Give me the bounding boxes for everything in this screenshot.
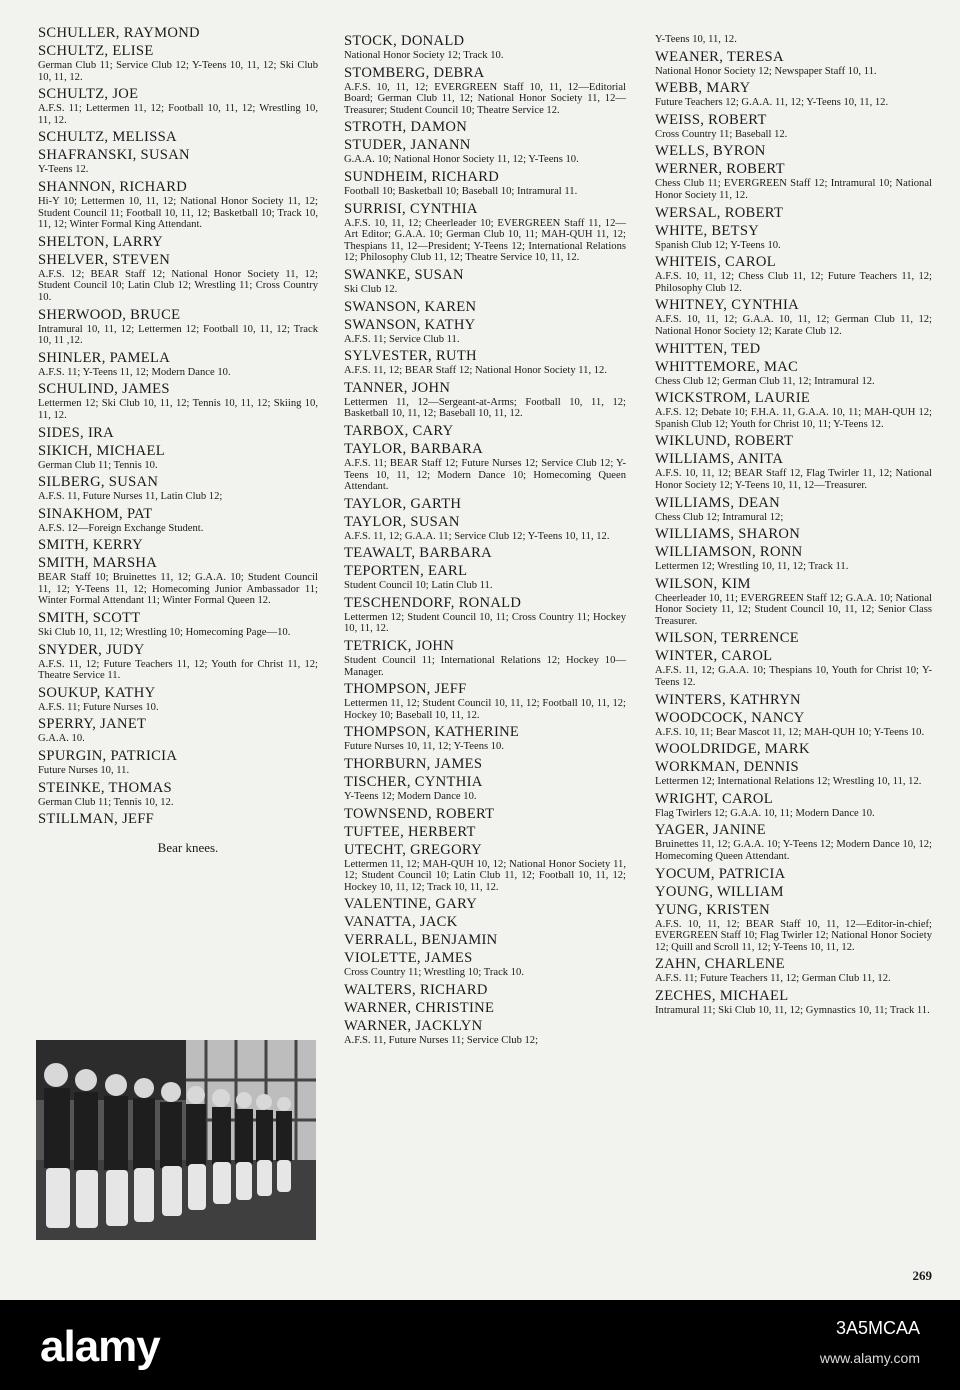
student-activities: Lettermen 11, 12; Student Council 10, 11, 12; Football 10, 11, 12; Hockey 10; Baseball 10, 11, 12.	[344, 698, 626, 721]
student-name: SNYDER, JUDY	[38, 641, 145, 658]
student-name: SCHULTZ, JOE	[38, 86, 139, 103]
student-activities: A.F.S. 11; Service Club 11.	[344, 333, 460, 345]
student-activities: Football 10; Basketball 10; Baseball 10; Intramural 11.	[344, 185, 578, 197]
student-name: TESCHENDORF, RONALD	[344, 594, 522, 611]
student-entry	[344, 773, 626, 803]
student-name: VIOLETTE, JAMES	[344, 950, 473, 967]
student-name: WILLIAMS, ANITA	[655, 451, 784, 468]
student-name: STOCK, DONALD	[344, 33, 465, 49]
student-name: THOMPSON, JEFF	[344, 681, 467, 698]
student-name: STOMBERG, DEBRA	[344, 64, 485, 81]
student-activities: A.F.S. 11; Future Nurses 10.	[38, 701, 159, 713]
student-activities: Intramural 11; Ski Club 10, 11, 12; Gymnastics 10, 11; Track 11.	[655, 1005, 930, 1016]
column-middle	[344, 32, 626, 1049]
image-id: 3A5MCAA	[835, 1318, 920, 1338]
student-name: SCHULIND, JAMES	[38, 381, 170, 398]
student-entry	[38, 505, 318, 535]
student-entry	[344, 805, 626, 823]
student-activities: A.F.S. 10, 11, 12; EVERGREEN Staff 10, 11, 12—Editorial Board; German Club 11, 12; National Honor Society 11, 12—Treasurer; Student Council 10; Theatre Service 12.	[344, 81, 626, 116]
student-entry	[655, 543, 932, 573]
student-activities: A.F.S. 10, 11; Bear Mascot 11, 12; MAH-QUH 10; Y-Teens 10.	[655, 726, 925, 738]
student-name: TISCHER, CYNTHIA	[344, 774, 483, 791]
student-name: TAYLOR, GARTH	[344, 495, 462, 512]
student-entry	[344, 949, 626, 979]
student-entry	[344, 723, 626, 753]
student-entry	[655, 494, 932, 524]
student-activities: German Club 11; Service Club 12; Y-Teens 10, 11, 12; Ski Club 10, 11, 12.	[38, 60, 318, 83]
student-entry	[655, 160, 932, 201]
student-entry	[344, 981, 626, 999]
student-name: WEBB, MARY	[655, 80, 751, 97]
student-name: WINTER, CAROL	[655, 648, 773, 665]
student-entry	[655, 821, 932, 862]
student-name: TAYLOR, SUSAN	[344, 513, 460, 530]
student-entry	[655, 222, 932, 252]
student-entry	[344, 118, 626, 136]
student-name: SPURGIN, PATRICIA	[38, 748, 178, 765]
student-activities: G.A.A. 10; National Honor Society 11, 12; Y-Teens 10.	[344, 154, 579, 166]
student-activities: A.F.S. 11, 12; G.A.A. 11; Service Club 12; Y-Teens 10, 11, 12.	[344, 530, 610, 542]
student-entry	[655, 204, 932, 222]
student-entry	[655, 987, 932, 1017]
student-entry	[38, 349, 318, 379]
student-entry	[655, 691, 932, 709]
student-activities: A.F.S. 10, 11, 12; Cheerleader 10; EVERGREEN Staff 11, 12—Art Editor; G.A.A. 10; German Club 10, 11; MAH-QUH 11, 12; Thespians 11, 12—President; Y-Teens 12; International Relations 12; Philosophy Club 11, 12; Theatre Service 10, 11, 12.	[344, 217, 626, 264]
student-name: SCHULTZ, ELISE	[38, 43, 154, 59]
student-entry	[655, 525, 932, 543]
alamy-logo: alamy	[40, 1322, 160, 1371]
column-right	[655, 34, 932, 1019]
student-entry	[655, 340, 932, 358]
student-name: THORBURN, JAMES	[344, 756, 483, 773]
student-entry	[344, 680, 626, 721]
student-entry	[655, 79, 932, 109]
student-entry	[38, 810, 318, 828]
student-entry	[344, 594, 626, 635]
student-activities: Future Teachers 12; G.A.A. 11, 12; Y-Teens 10, 11, 12.	[655, 97, 889, 109]
student-name: TEPORTEN, EARL	[344, 563, 468, 580]
student-entry	[38, 251, 318, 304]
student-activities: A.F.S. 12—Foreign Exchange Student.	[38, 522, 204, 534]
student-name: SHERWOOD, BRUCE	[38, 306, 181, 323]
student-activities: A.F.S. 11, Future Nurses 11; Service Club 12;	[344, 1035, 539, 1046]
student-entry	[344, 1017, 626, 1047]
student-activities: A.F.S. 10, 11, 12; Chess Club 11, 12; Future Teachers 11, 12; Philosophy Club 12.	[655, 271, 932, 294]
student-entry	[344, 513, 626, 543]
student-name: SOUKUP, KATHY	[38, 684, 156, 701]
student-entry	[344, 316, 626, 346]
student-activities: Cross Country 11; Baseball 12.	[655, 128, 788, 140]
student-entry	[655, 901, 932, 954]
student-activities: Lettermen 11, 12—Sergeant-at-Arms; Football 10, 11, 12; Basketball 10, 11, 12; Baseball 10, 11, 12.	[344, 396, 626, 420]
photo-caption: Bear knees.	[157, 840, 219, 856]
student-entry	[655, 740, 932, 758]
group-photo	[36, 1040, 316, 1240]
student-name: SHELTON, LARRY	[38, 233, 164, 250]
student-activities: A.F.S. 11; BEAR Staff 12; Future Nurses 12; Service Club 12; Y-Teens 10, 11, 12; Modern Dance 10; Homecoming Queen Attendant.	[344, 457, 626, 493]
student-activities: Spanish Club 12; Y-Teens 10.	[655, 239, 781, 251]
student-entry	[38, 24, 318, 42]
student-activities: Lettermen 12; Wrestling 10, 11, 12; Track 11.	[655, 561, 849, 573]
student-entry	[344, 913, 626, 931]
student-activities: BEAR Staff 10; Bruinettes 11, 12; G.A.A. 10; Student Council 11, 12; Y-Teens 11, 12; Homecoming Junior Ambassador 11; Winter Formal Attendant 11; Winter Formal Queen 12.	[38, 572, 318, 607]
student-entry	[38, 779, 318, 809]
student-entry	[344, 200, 626, 264]
student-entry	[655, 48, 932, 78]
student-name: STROTH, DAMON	[344, 119, 468, 136]
student-activities: Cross Country 11; Wrestling 10; Track 10.	[344, 967, 524, 979]
student-activities: Lettermen 12; Student Council 10, 11; Cross Country 11; Hockey 10, 11, 12.	[344, 611, 626, 635]
student-name: SHINLER, PAMELA	[38, 349, 171, 366]
student-name: SHANNON, RICHARD	[38, 178, 188, 195]
student-name: WRIGHT, CAROL	[655, 790, 773, 807]
student-activities: Flag Twirlers 12; G.A.A. 10, 11; Modern Dance 10.	[655, 807, 875, 819]
student-entry	[344, 931, 626, 949]
student-name: WHITTEN, TED	[655, 340, 761, 357]
student-entry	[655, 883, 932, 901]
student-entry	[344, 422, 626, 440]
student-entry	[38, 233, 318, 251]
student-entry	[38, 554, 318, 607]
student-entry	[344, 266, 626, 296]
student-activities: A.F.S. 11, 12; G.A.A. 10; Thespians 10, Youth for Christ 10; Y-Teens 12.	[655, 665, 932, 689]
student-name: WERSAL, ROBERT	[655, 204, 784, 221]
student-entry	[655, 709, 932, 739]
student-entry	[38, 178, 318, 231]
student-name: YAGER, JANINE	[655, 822, 766, 839]
student-name: SHELVER, STEVEN	[38, 251, 171, 268]
student-entry	[344, 136, 626, 166]
student-activities: Chess Club 12; Intramural 12;	[655, 511, 784, 523]
student-name: SWANKE, SUSAN	[344, 266, 464, 283]
student-name: TARBOX, CARY	[344, 422, 454, 439]
student-entry	[344, 637, 626, 678]
student-activities: A.F.S. 11; Y-Teens 11, 12; Modern Dance 10.	[38, 366, 231, 378]
student-name: SMITH, KERRY	[38, 537, 143, 554]
student-activities: Bruinettes 11, 12; G.A.A. 10; Y-Teens 12; Modern Dance 10, 12; Homecoming Queen Attendant.	[655, 839, 932, 863]
student-entry	[344, 841, 626, 894]
student-name: SHAFRANSKI, SUSAN	[38, 147, 190, 164]
student-entry	[655, 758, 932, 788]
student-activities: Future Nurses 10, 11, 12; Y-Teens 10.	[344, 741, 505, 753]
student-name: YUNG, KRISTEN	[655, 901, 770, 918]
student-name: THOMPSON, KATHERINE	[344, 724, 520, 741]
student-entry	[38, 473, 318, 503]
student-name: VANATTA, JACK	[344, 914, 458, 931]
student-name: WINTERS, KATHRYN	[655, 691, 801, 708]
student-entry	[655, 865, 932, 883]
student-entry	[38, 536, 318, 554]
student-name: SMITH, MARSHA	[38, 555, 158, 572]
student-entry	[38, 747, 318, 777]
student-name: TAYLOR, BARBARA	[344, 440, 484, 457]
student-name: SPERRY, JANET	[38, 716, 147, 733]
student-activities: Chess Club 11; EVERGREEN Staff 12; Intramural 10; National Honor Society 11, 12.	[655, 178, 932, 201]
student-name: WHITEIS, CAROL	[655, 254, 776, 271]
student-name: SIDES, IRA	[38, 424, 114, 441]
site-url: www.alamy.com	[819, 1350, 920, 1366]
student-activities: A.F.S. 11, 12; BEAR Staff 12; National Honor Society 11, 12.	[344, 365, 608, 377]
student-entry	[655, 111, 932, 141]
student-entry	[38, 380, 318, 421]
student-name: WILLIAMS, DEAN	[655, 494, 780, 511]
student-name: WOODCOCK, NANCY	[655, 709, 805, 726]
student-entry	[344, 823, 626, 841]
student-entry	[344, 999, 626, 1017]
student-activities: Student Council 10; Latin Club 11.	[344, 580, 493, 592]
student-name: WHITE, BETSY	[655, 222, 760, 239]
student-entry	[344, 495, 626, 513]
student-name: WERNER, ROBERT	[655, 161, 785, 178]
student-entry	[655, 296, 932, 337]
student-activities: Lettermen 11, 12; MAH-QUH 10, 12; National Honor Society 11, 12; Student Council 10; Latin Club 11, 12; Football 10, 11, 12; Hockey 10, 11, 12; Track 10, 11, 12.	[344, 858, 626, 893]
student-activities: National Honor Society 12; Newspaper Staff 10, 11.	[655, 65, 877, 77]
student-name: TEAWALT, BARBARA	[344, 545, 492, 562]
student-entry	[655, 432, 932, 450]
student-activities: A.F.S. 12; Debate 10; F.H.A. 11, G.A.A. 10, 11; MAH-QUH 12; Spanish Club 12; Youth for Christ 10, 11; Y-Teens 12.	[655, 407, 932, 430]
student-name: SINAKHOM, PAT	[38, 505, 153, 522]
student-name: WILSON, TERRENCE	[655, 630, 799, 647]
student-entry	[38, 128, 318, 146]
student-entry	[344, 562, 626, 592]
student-entry	[38, 684, 318, 714]
student-name: WORKMAN, DENNIS	[655, 759, 799, 776]
continued-details: Y-Teens 10, 11, 12.	[655, 34, 737, 45]
student-name: STUDER, JANANN	[344, 137, 471, 154]
student-name: SWANSON, KATHY	[344, 316, 476, 333]
student-name: TOWNSEND, ROBERT	[344, 805, 495, 822]
student-entry	[655, 647, 932, 688]
student-activities: Y-Teens 12.	[38, 164, 89, 176]
student-name: SMITH, SCOTT	[38, 610, 141, 627]
student-name: TETRICK, JOHN	[344, 638, 455, 655]
student-name: WELLS, BYRON	[655, 143, 766, 160]
student-name: STEINKE, THOMAS	[38, 779, 172, 796]
student-name: SURRISI, CYNTHIA	[344, 200, 478, 217]
student-activities: Chess Club 12; German Club 11, 12; Intramural 12.	[655, 375, 875, 387]
student-name: SCHULLER, RAYMOND	[38, 25, 200, 41]
student-name: SWANSON, KAREN	[344, 298, 477, 315]
student-name: STILLMAN, JEFF	[38, 811, 155, 828]
student-activities: Ski Club 12.	[344, 283, 398, 295]
student-activities: German Club 11; Tennis 10, 12.	[38, 796, 174, 808]
student-name: WALTERS, RICHARD	[344, 982, 488, 998]
student-activities: A.F.S. 10, 11, 12; BEAR Staff 10, 11, 12—Editor-in-chief; EVERGREEN Staff 10; Flag Twirler 12; National Honor Society 12; Quill and Scroll 11, 12; Y-Teens 10, 11, 12.	[655, 918, 932, 953]
student-name: SILBERG, SUSAN	[38, 474, 159, 491]
student-entry	[655, 389, 932, 430]
student-entry	[655, 955, 932, 985]
student-activities: A.F.S. 10, 11, 12; G.A.A. 10, 11, 12; German Club 11, 12; National Honor Society 12; Karate Club 12.	[655, 314, 932, 337]
student-activities: Lettermen 12; Ski Club 10, 11, 12; Tennis 10, 11, 12; Skiing 10, 11, 12.	[38, 398, 318, 421]
student-entry	[344, 755, 626, 773]
student-entry	[38, 306, 318, 347]
student-activities: A.F.S. 11; Lettermen 11, 12; Football 10, 11, 12; Wrestling 10, 11, 12.	[38, 103, 318, 126]
student-entry	[655, 629, 932, 647]
student-entry	[344, 440, 626, 493]
student-name: WIKLUND, ROBERT	[655, 433, 794, 450]
student-entry	[38, 424, 318, 442]
student-name: SCHULTZ, MELISSA	[38, 129, 177, 146]
student-activities: Intramural 10, 11, 12; Lettermen 12; Football 10, 11, 12; Track 10, 11 ,12.	[38, 323, 318, 347]
student-entry	[38, 641, 318, 682]
student-name: WILLIAMSON, RONN	[655, 544, 803, 561]
student-entry	[38, 42, 318, 83]
student-entry	[655, 142, 932, 160]
student-activities: A.F.S. 12; BEAR Staff 12; National Honor Society 11, 12; Student Council 10; Latin Club 12; Wrestling 11; Cross Country 10.	[38, 268, 318, 303]
student-activities: Cheerleader 10, 11; EVERGREEN Staff 12; G.A.A. 10; National Honor Society 11, 12; Student Council 10, 11, 12; Senior Class Treasurer.	[655, 592, 932, 627]
watermark-bar	[0, 1300, 960, 1390]
student-name: UTECHT, GREGORY	[344, 841, 483, 858]
student-name: VALENTINE, GARY	[344, 896, 478, 913]
student-name: WHITTEMORE, MAC	[655, 358, 799, 375]
student-activities: A.F.S. 11; Future Teachers 11, 12; German Club 11, 12.	[655, 973, 891, 985]
student-entry	[344, 32, 626, 62]
student-name: YOCUM, PATRICIA	[655, 865, 786, 882]
student-name: WARNER, CHRISTINE	[344, 1000, 495, 1016]
student-entry	[655, 450, 932, 491]
student-entry	[38, 715, 318, 745]
student-name: TANNER, JOHN	[344, 379, 451, 396]
student-entry	[344, 168, 626, 198]
student-entry	[655, 253, 932, 294]
student-name: SIKICH, MICHAEL	[38, 442, 165, 459]
student-name: WEISS, ROBERT	[655, 111, 767, 128]
student-activities: Ski Club 10, 11, 12; Wrestling 10; Homecoming Page—10.	[38, 627, 291, 639]
page-number: 269	[912, 1268, 932, 1283]
student-name: SYLVESTER, RUTH	[344, 348, 477, 365]
student-entry	[344, 298, 626, 316]
student-name: WOOLDRIDGE, MARK	[655, 741, 810, 758]
student-name: YOUNG, WILLIAM	[655, 883, 784, 900]
student-name: WARNER, JACKLYN	[344, 1018, 483, 1034]
student-entry	[38, 442, 318, 472]
student-entry	[38, 146, 318, 176]
student-activities: Student Council 11; International Relations 12; Hockey 10—Manager.	[344, 655, 626, 678]
student-activities: National Honor Society 12; Track 10.	[344, 50, 504, 61]
student-name: WHITNEY, CYNTHIA	[655, 297, 799, 314]
student-activities: A.F.S. 10, 11, 12; BEAR Staff 12, Flag Twirler 11, 12; National Honor Society 12; Y-Teens 10, 11, 12—Treasurer.	[655, 468, 932, 491]
student-name: WICKSTROM, LAURIE	[655, 390, 811, 407]
student-name: ZECHES, MICHAEL	[655, 988, 789, 1004]
student-name: ZAHN, CHARLENE	[655, 956, 785, 973]
column-left	[38, 24, 318, 856]
student-activities: Lettermen 12; International Relations 12; Wrestling 10, 11, 12.	[655, 776, 922, 788]
student-activities: G.A.A. 10.	[38, 733, 85, 745]
student-activities: A.F.S. 11, 12; Future Teachers 11, 12; Youth for Christ 11, 12; Theatre Service 11.	[38, 658, 318, 682]
student-entry	[38, 85, 318, 126]
student-activities: Future Nurses 10, 11.	[38, 765, 130, 777]
student-activities: German Club 11; Tennis 10.	[38, 459, 158, 471]
student-name: TUFTEE, HERBERT	[344, 823, 476, 840]
student-activities: A.F.S. 11, Future Nurses 11, Latin Club 12;	[38, 491, 223, 503]
student-entry	[38, 609, 318, 639]
student-name: WEANER, TERESA	[655, 48, 784, 65]
student-activities: Hi-Y 10; Lettermen 10, 11, 12; National Honor Society 11, 12; Student Council 11; Football 10, 11, 12; Basketball 10; Track 10, 11, 12; Winter Formal King Attendant.	[38, 195, 318, 231]
student-entry	[344, 544, 626, 562]
student-name: VERRALL, BENJAMIN	[344, 932, 498, 949]
student-activities: Y-Teens 12; Modern Dance 10.	[344, 791, 477, 803]
student-entry	[344, 64, 626, 117]
student-entry	[344, 347, 626, 377]
student-entry	[344, 379, 626, 420]
student-name: WILSON, KIM	[655, 575, 751, 592]
student-name: WILLIAMS, SHARON	[655, 526, 801, 543]
student-name: SUNDHEIM, RICHARD	[344, 168, 500, 185]
student-entry	[344, 895, 626, 913]
student-entry	[655, 575, 932, 628]
student-entry	[655, 358, 932, 388]
student-entry	[655, 790, 932, 820]
